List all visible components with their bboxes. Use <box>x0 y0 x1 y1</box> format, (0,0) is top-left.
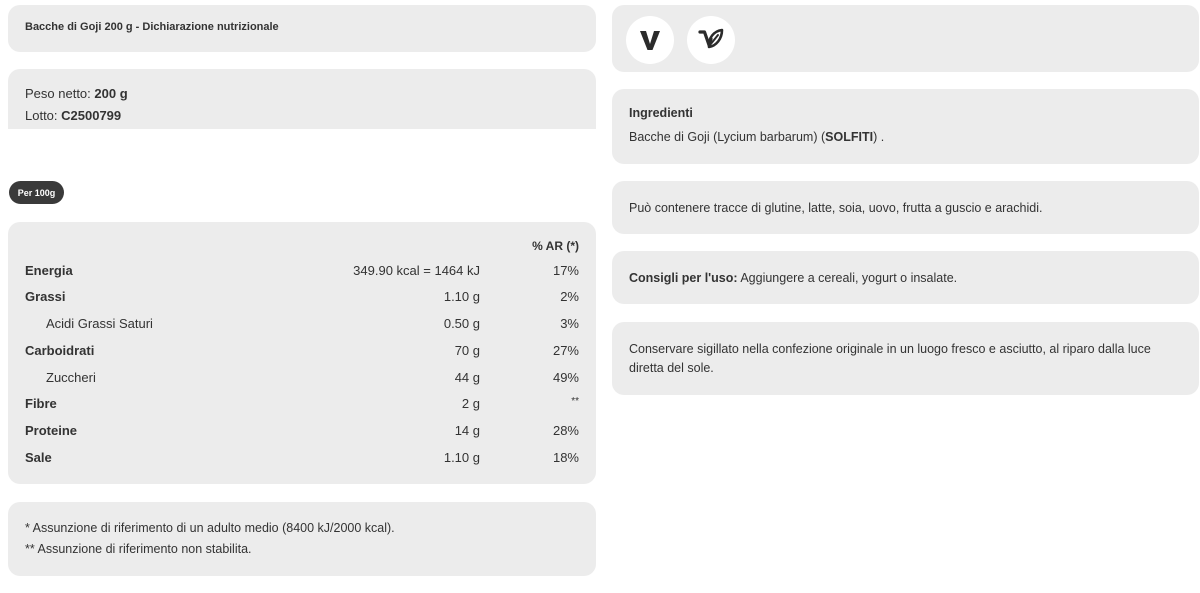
nutrient-name: Carboidrati <box>25 343 95 358</box>
per-100g-badge: Per 100g <box>9 181 64 204</box>
nutrient-name: Acidi Grassi Saturi <box>46 316 153 331</box>
vegetarian-leaf-icon <box>687 16 735 64</box>
lot-number <box>25 108 121 123</box>
traces-text: Può contenere tracce di glutine, latte, soia, uovo, frutta a guscio e arachidi. <box>629 201 1043 215</box>
nutrient-amount: 349.90 kcal = 1464 kJ <box>353 263 480 278</box>
usage-panel <box>612 251 1199 304</box>
net-weight <box>25 86 128 101</box>
nutrient-percent: 49% <box>552 370 579 385</box>
nutrient-amount: 70 g <box>454 343 480 358</box>
usage-label: Consigli per l'uso: <box>629 271 738 285</box>
nutrition-table <box>8 222 596 484</box>
nutrient-name: Fibre <box>25 396 57 411</box>
lot-value: C2500799 <box>61 108 122 123</box>
table-row <box>8 450 596 470</box>
nutrient-percent: 17% <box>552 263 579 278</box>
nutrient-amount: 14 g <box>454 423 480 438</box>
nutrient-name: Zuccheri <box>46 370 96 385</box>
nutrient-percent: 3% <box>560 316 579 331</box>
nutrient-percent: 27% <box>552 343 579 358</box>
product-meta-panel <box>8 69 596 129</box>
nutrient-percent: 28% <box>552 423 579 438</box>
nutrient-amount: 1.10 g <box>443 450 480 465</box>
title-panel <box>8 5 596 52</box>
ar-column-header: % AR (*) <box>532 239 579 253</box>
footnotes-panel <box>8 502 596 576</box>
traces-panel <box>612 181 1199 234</box>
diet-icons-panel <box>612 5 1199 72</box>
footnote-reference-intake: * Assunzione di riferimento di un adulto medio (8400 kJ/2000 kcal). <box>25 521 395 535</box>
nutrient-amount: 2 g <box>461 396 480 411</box>
storage-text: Conservare sigillato nella confezione originale in un luogo fresco e asciutto, al riparo dalla luce diretta del sole. <box>629 342 1151 375</box>
nutrient-name: Proteine <box>25 423 78 438</box>
page-title: Bacche di Goji 200 g - Dichiarazione nutrizionale <box>25 21 279 33</box>
nutrient-percent: 2% <box>560 289 579 304</box>
ingredients-title: Ingredienti <box>629 106 693 120</box>
table-row <box>8 370 596 390</box>
net-weight-value: 200 g <box>94 86 128 101</box>
nutrient-name: Energia <box>25 263 73 278</box>
usage-text <box>629 271 957 285</box>
table-row <box>8 423 596 443</box>
ingredients-panel <box>612 89 1199 164</box>
lot-label: Lotto: <box>25 108 62 123</box>
nutrient-percent: ** <box>571 396 579 407</box>
table-row <box>8 289 596 309</box>
vegan-v-icon <box>626 16 674 64</box>
ingredients-end: ) . <box>873 130 885 144</box>
ingredients-list: Bacche di Goji (Lycium barbarum) ( <box>629 130 826 144</box>
footnote-not-established: ** Assunzione di riferimento non stabilita. <box>25 542 252 556</box>
usage-value: Aggiungere a cereali, yogurt o insalate. <box>737 271 958 285</box>
storage-panel <box>612 322 1199 395</box>
nutrient-amount: 1.10 g <box>443 289 480 304</box>
nutrient-amount: 0.50 g <box>443 316 480 331</box>
net-weight-label: Peso netto: <box>25 86 95 101</box>
nutrient-name: Sale <box>25 450 52 465</box>
nutrient-percent: 18% <box>552 450 579 465</box>
nutrient-amount: 44 g <box>454 370 480 385</box>
nutrient-name: Grassi <box>25 289 66 304</box>
ingredients-text <box>629 130 884 144</box>
table-row <box>8 263 596 283</box>
table-row <box>8 343 596 363</box>
table-row <box>8 316 596 336</box>
allergen-highlight: SOLFITI <box>825 130 874 144</box>
table-row <box>8 396 596 416</box>
